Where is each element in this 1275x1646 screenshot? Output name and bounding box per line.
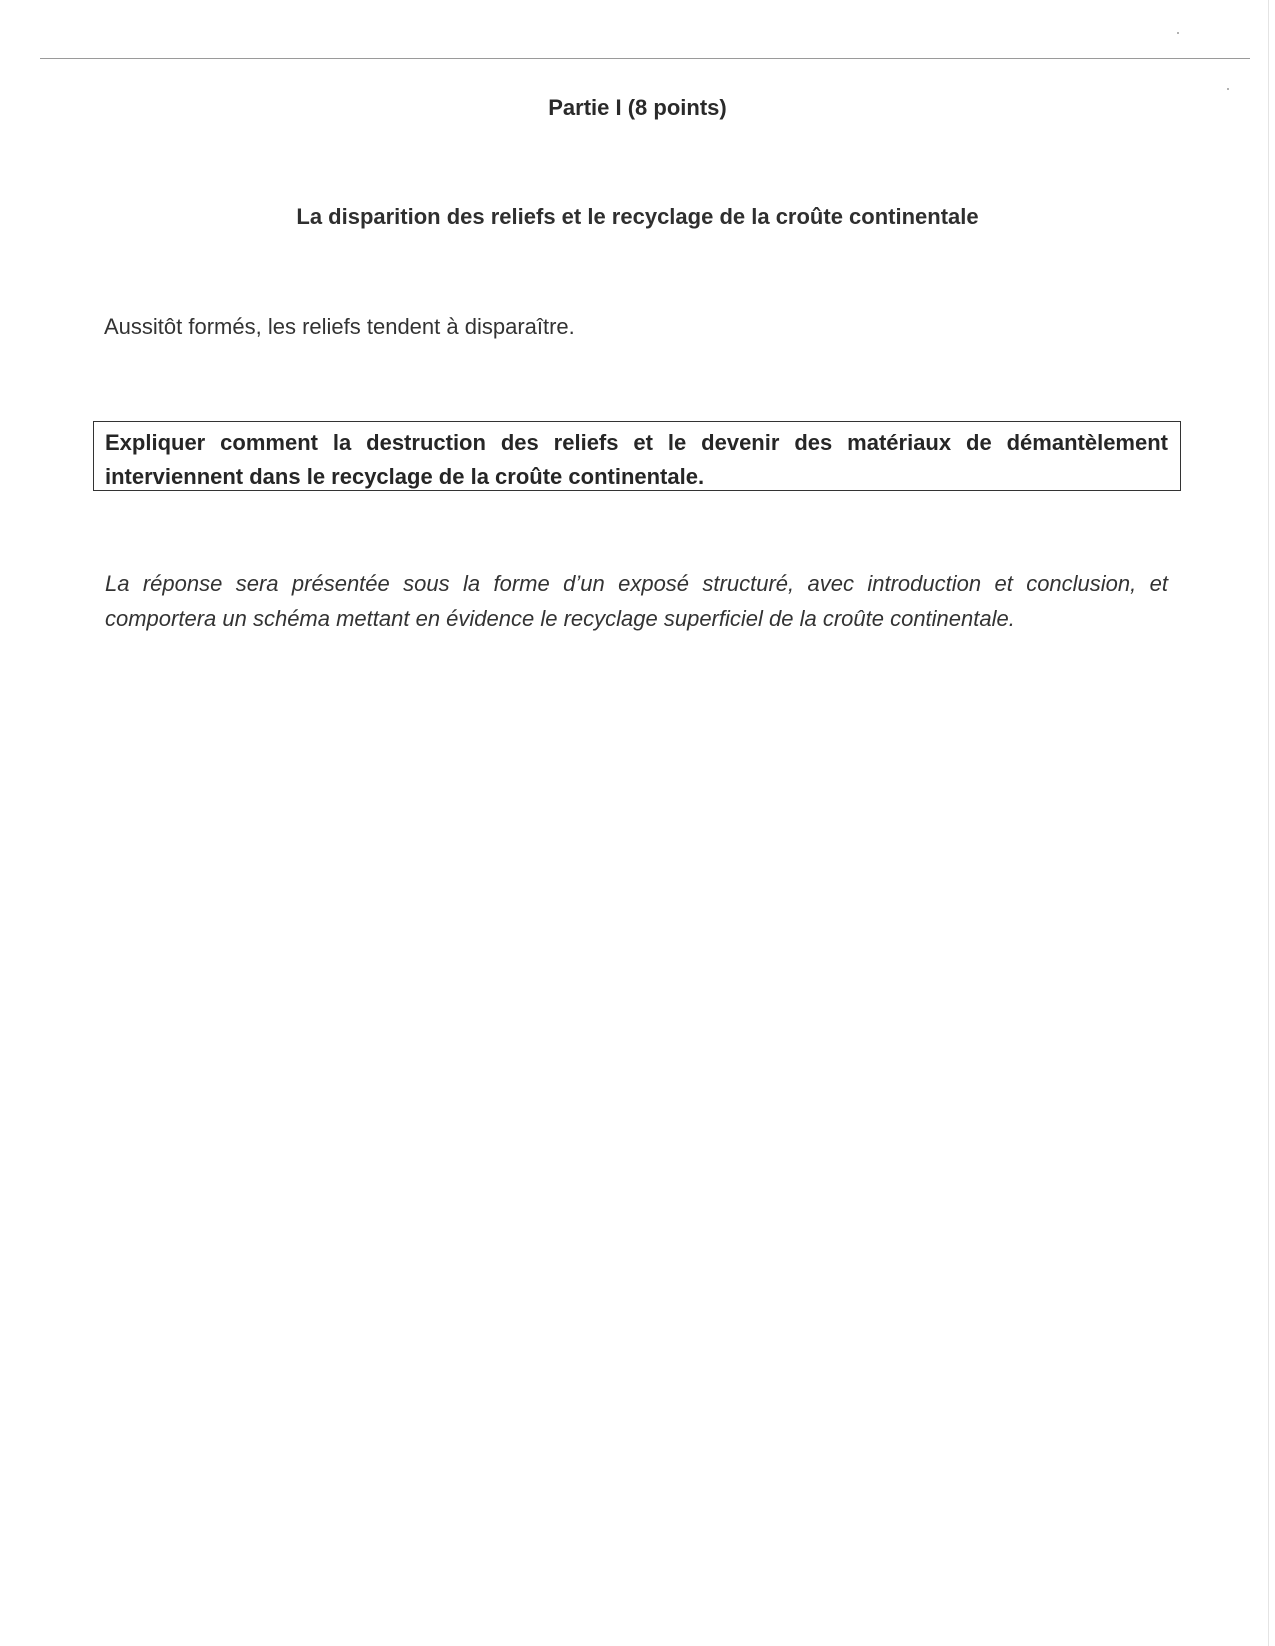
- scan-speck: [1177, 32, 1179, 34]
- intro-text: Aussitôt formés, les reliefs tendent à disparaître.: [104, 314, 575, 339]
- part-title: Partie I (8 points): [548, 95, 727, 120]
- task-text: Expliquer comment la destruction des reliefs et le devenir des matériaux de démantèlement interviennent dans le recyclage de la croûte continentale.: [105, 430, 1168, 489]
- task-box: [93, 421, 1181, 491]
- top-divider: [40, 58, 1250, 59]
- subject-title: La disparition des reliefs et le recyclage de la croûte continentale: [296, 204, 979, 229]
- answer-instructions: La réponse sera présentée sous la forme d’un exposé structuré, avec introduction et conclusion, et comportera un schéma mettant en évidence le recyclage superficiel de la croûte continentale.: [105, 571, 1168, 631]
- scan-edge: [1268, 0, 1269, 1646]
- scan-speck: [1227, 88, 1229, 90]
